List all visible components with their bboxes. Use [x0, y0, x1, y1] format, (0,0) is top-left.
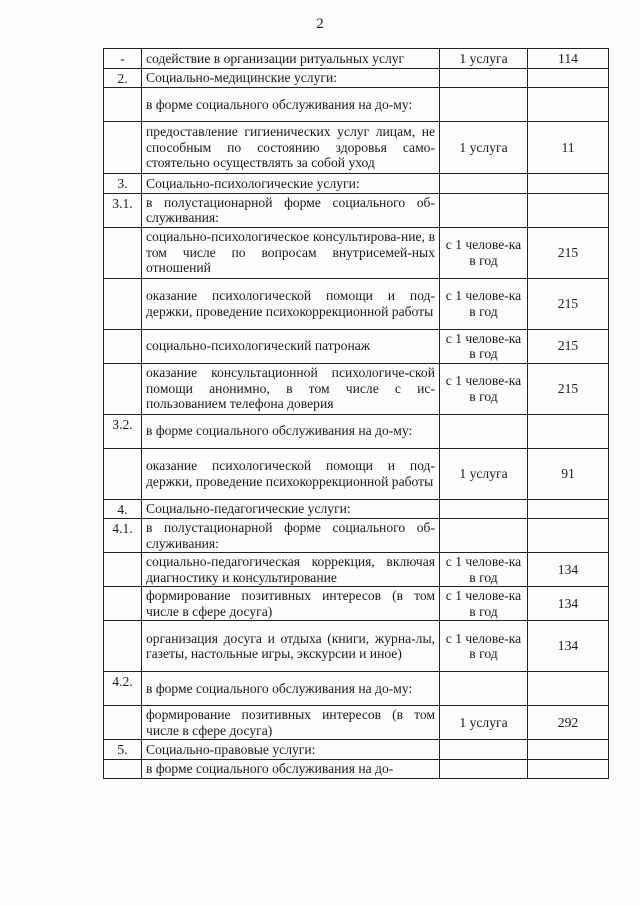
row-value	[528, 672, 609, 706]
row-number	[104, 329, 142, 363]
row-description: социально-психологическое консультирова-ние, в том числе по вопросам внутрисемей-ных отношений	[142, 227, 440, 278]
row-unit: 1 услуга	[440, 122, 528, 174]
row-number	[104, 363, 142, 414]
row-number	[104, 621, 142, 672]
row-number	[104, 448, 142, 499]
table-row	[104, 363, 609, 414]
table-row	[104, 740, 609, 760]
row-description: в форме социального обслуживания на до-му:	[142, 672, 440, 706]
row-unit: с 1 челове-ка в год	[440, 363, 528, 414]
table-row	[104, 414, 609, 448]
row-value	[528, 68, 609, 88]
row-value: 134	[528, 553, 609, 587]
row-number	[104, 227, 142, 278]
row-value: 134	[528, 587, 609, 621]
row-description: Социально-медицинские услуги:	[142, 68, 440, 88]
table-row	[104, 448, 609, 499]
table-row	[104, 759, 609, 778]
row-description: формирование позитивных интересов (в том числе в сфере досуга)	[142, 706, 440, 740]
row-value: 215	[528, 227, 609, 278]
row-description: социально-педагогическая коррекция, включая диагностику и консультирование	[142, 553, 440, 587]
row-unit: с 1 челове-ка в год	[440, 278, 528, 329]
row-value	[528, 740, 609, 760]
row-unit: 1 услуга	[440, 448, 528, 499]
row-number: 4.2.	[104, 672, 142, 706]
row-description: оказание психологической помощи и под-держки, проведение психокоррекционной работы	[142, 278, 440, 329]
row-value: 215	[528, 329, 609, 363]
row-description: в полустационарной форме социального об-служивания:	[142, 519, 440, 553]
page-number: 2	[316, 16, 324, 32]
row-unit	[440, 499, 528, 519]
row-number: -	[104, 49, 142, 69]
row-number: 3.2.	[104, 414, 142, 448]
row-unit	[440, 88, 528, 122]
table-row	[104, 193, 609, 227]
row-unit: с 1 челове-ка в год	[440, 587, 528, 621]
row-description: содействие в организации ритуальных услуг	[142, 49, 440, 69]
row-value	[528, 174, 609, 194]
table-row	[104, 672, 609, 706]
row-description: предоставление гигиенических услуг лицам, не способным по состоянию здоровья само-стоятельно осуществлять за собой уход	[142, 122, 440, 174]
row-unit	[440, 414, 528, 448]
row-value: 292	[528, 706, 609, 740]
row-unit: с 1 челове-ка в год	[440, 329, 528, 363]
row-description: в форме социального обслуживания на до-му:	[142, 414, 440, 448]
table-row	[104, 174, 609, 194]
row-description: в форме социального обслуживания на до-му:	[142, 88, 440, 122]
table-row	[104, 68, 609, 88]
row-number	[104, 278, 142, 329]
row-value	[528, 519, 609, 553]
row-number: 5.	[104, 740, 142, 760]
row-number: 2.	[104, 68, 142, 88]
row-description: оказание психологической помощи и под-держки, проведение психокоррекционной работы	[142, 448, 440, 499]
row-number: 3.1.	[104, 193, 142, 227]
row-number: 3.	[104, 174, 142, 194]
row-description: в полустационарной форме социального об-служивания:	[142, 193, 440, 227]
row-value: 91	[528, 448, 609, 499]
row-description: Социально-педагогические услуги:	[142, 499, 440, 519]
row-value: 114	[528, 49, 609, 69]
table-row	[104, 706, 609, 740]
row-number	[104, 553, 142, 587]
table-row	[104, 621, 609, 672]
row-unit	[440, 672, 528, 706]
row-unit: 1 услуга	[440, 706, 528, 740]
table-row	[104, 88, 609, 122]
row-unit: с 1 челове-ка в год	[440, 621, 528, 672]
row-description: оказание консультационной психологиче-ской помощи анонимно, в том числе с ис-пользованием телефона доверия	[142, 363, 440, 414]
row-value	[528, 88, 609, 122]
row-description: формирование позитивных интересов (в том числе в сфере досуга)	[142, 587, 440, 621]
table-row	[104, 587, 609, 621]
table-row	[104, 227, 609, 278]
table-row	[104, 122, 609, 174]
table-row	[104, 329, 609, 363]
row-value	[528, 414, 609, 448]
row-unit: с 1 челове-ка в год	[440, 553, 528, 587]
row-description: Социально-правовые услуги:	[142, 740, 440, 760]
table-row	[104, 553, 609, 587]
row-number	[104, 587, 142, 621]
row-value: 11	[528, 122, 609, 174]
table-row	[104, 49, 609, 69]
table-row	[104, 519, 609, 553]
row-description: в форме социального обслуживания на до-	[142, 759, 440, 778]
row-unit: с 1 челове-ка в год	[440, 227, 528, 278]
row-unit	[440, 193, 528, 227]
services-table-body	[104, 49, 609, 779]
row-number	[104, 759, 142, 778]
row-unit	[440, 519, 528, 553]
row-number	[104, 706, 142, 740]
row-description: организация досуга и отдыха (книги, журна-лы, газеты, настольные игры, экскурсии и иное)	[142, 621, 440, 672]
table-row	[104, 499, 609, 519]
table-row	[104, 278, 609, 329]
row-number: 4.	[104, 499, 142, 519]
row-unit	[440, 174, 528, 194]
row-value: 134	[528, 621, 609, 672]
row-description: Социально-психологические услуги:	[142, 174, 440, 194]
row-number	[104, 122, 142, 174]
row-unit: 1 услуга	[440, 49, 528, 69]
row-number	[104, 88, 142, 122]
row-unit	[440, 68, 528, 88]
row-value	[528, 193, 609, 227]
row-value	[528, 499, 609, 519]
row-number: 4.1.	[104, 519, 142, 553]
row-description: социально-психологический патронаж	[142, 329, 440, 363]
row-value: 215	[528, 363, 609, 414]
row-unit	[440, 759, 528, 778]
services-table	[103, 48, 609, 779]
row-value: 215	[528, 278, 609, 329]
row-unit	[440, 740, 528, 760]
row-value	[528, 759, 609, 778]
